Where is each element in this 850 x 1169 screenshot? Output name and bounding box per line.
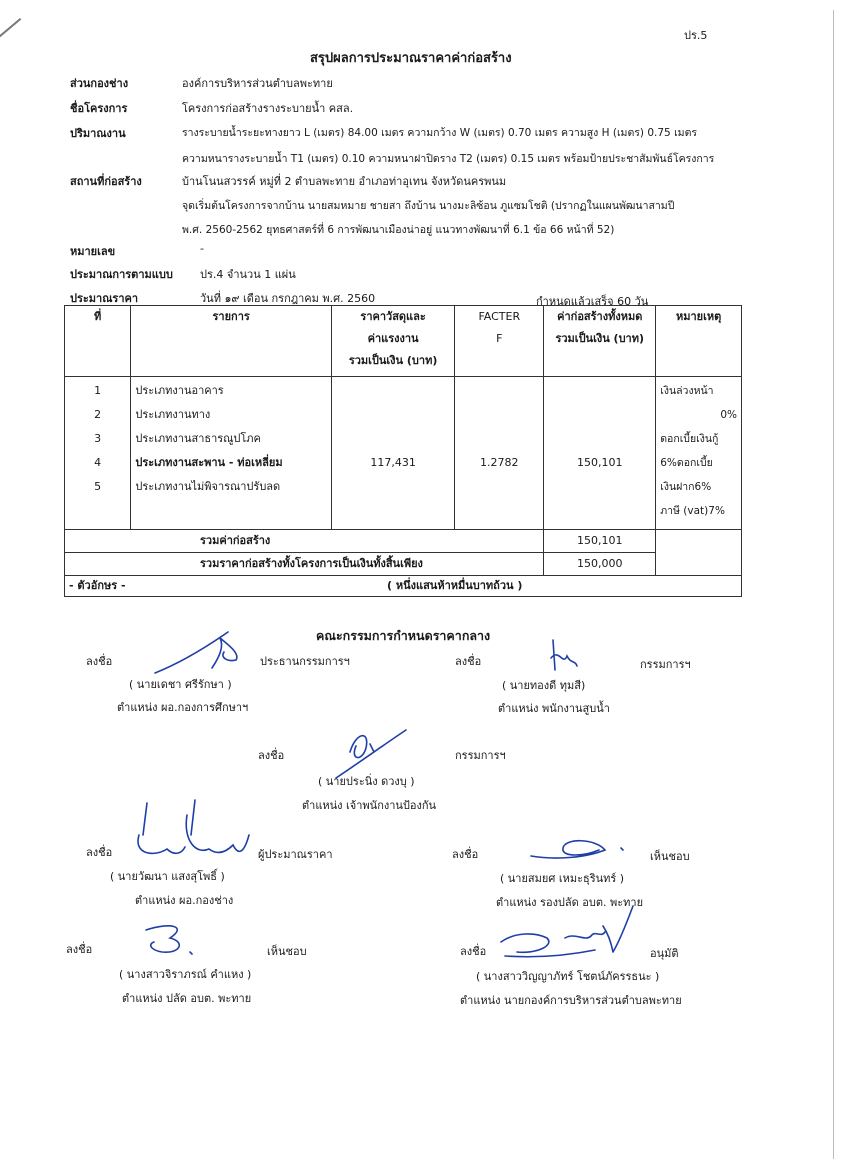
sign-label: ลงชื่อ: [86, 846, 113, 859]
text-amount-row: [65, 576, 742, 597]
col-material-header: ราคาวัสดุและ ค่าแรงงาน รวมเป็นเงิน (บาท): [331, 306, 454, 377]
col-item-header: รายการ: [131, 306, 332, 377]
committee-title: คณะกรรมการกำหนดราคากลาง: [316, 628, 491, 643]
number-value: -: [200, 242, 204, 255]
signatory-name-6: ( นางสาวจิราภรณ์ คำแหง ): [119, 968, 252, 981]
grand-total-row: [65, 553, 742, 576]
remark-line: 6%ดอกเบี้ย: [660, 457, 713, 469]
role-4: ผู้ประมาณราคา: [258, 848, 333, 861]
signature-6: [140, 920, 210, 960]
completion-days: กำหนดแล้วเสร็จ 60 วัน: [536, 295, 649, 308]
signatory-name-2: ( นายทองดี ทุมสี): [502, 679, 586, 692]
estimate-date: วันที่ ๑๙ เดือน กรกฎาคม พ.ศ. 2560: [200, 292, 376, 305]
total-cost: 150,101: [577, 456, 623, 469]
col-factor-header: FACTER F: [455, 306, 544, 377]
grand-total-label: รวมราคาก่อสร้างทั้งโครงการเป็นเงินทั้งสิ้นเพียง: [65, 553, 544, 576]
signatory-position-4: ตำแหน่ง ผอ.กองช่าง: [135, 894, 234, 907]
item-number: 1: [94, 384, 102, 397]
remark-line: เงินฝาก6%: [660, 481, 712, 493]
role-5: เห็นชอบ: [650, 850, 690, 863]
item-name: ประเภทงานทาง: [135, 408, 211, 421]
item-number: 5: [94, 480, 102, 493]
location-line2: จุดเริ่มต้นโครงการจากบ้าน นายสมหมาย ชายสา ถึงบ้าน นางมะลิซ้อน ภูแซมโชติ (ปรากฏในแผนพัฒนาสามปี: [182, 200, 675, 212]
text-amount-cell: [65, 576, 742, 597]
project-value: โครงการก่อสร้างรางระบายน้ำ คสล.: [182, 102, 354, 115]
remark-line: 0%: [720, 409, 737, 421]
role-7: อนุมัติ: [650, 947, 679, 960]
signatory-position-1: ตำแหน่ง ผอ.กองการศึกษาฯ: [117, 701, 249, 714]
design-label: ประมาณการตามแบบ: [70, 268, 173, 281]
item-name: ประเภทงานอาคาร: [135, 384, 224, 397]
location-label: สถานที่ก่อสร้าง: [70, 175, 142, 188]
text-amount-value: ( หนึ่งแสนห้าหมื่นบาทถ้วน ): [387, 579, 523, 592]
col-remark-header: หมายเหตุ: [656, 306, 742, 377]
page-edge: [833, 10, 834, 1159]
signatory-position-6: ตำแหน่ง ปลัด อบต. พะทาย: [122, 992, 252, 1005]
remark-line: เงินล่วงหน้า: [660, 385, 714, 397]
table-header-row: [65, 306, 742, 377]
sign-label: ลงชื่อ: [452, 848, 479, 861]
signatory-name-4: ( นายวัฒนา แสงสุโพธิ์ ): [110, 870, 225, 883]
estimate-label: ประมาณราคา: [70, 292, 139, 305]
sign-label: ลงชื่อ: [66, 943, 93, 956]
role-3: กรรมการฯ: [455, 749, 506, 762]
role-1: ประธานกรรมการฯ: [260, 655, 350, 668]
item-names: [131, 377, 332, 530]
grand-total-value: 150,000: [544, 553, 656, 576]
remark-blank: [656, 530, 742, 576]
signatory-name-3: ( นายประนิ่ง ดวงบุ ): [318, 775, 415, 788]
department-label: ส่วนกองช่าง: [70, 77, 129, 90]
material-cost: 117,431: [370, 456, 416, 469]
sign-label: ลงชื่อ: [258, 749, 285, 762]
location-line3: พ.ศ. 2560-2562 ยุทธศาสตร์ที่ 6 การพัฒนาเมืองน่าอยู่ แนวทางพัฒนาที่ 6.1 ข้อ 66 หน้าที่ 52): [182, 224, 615, 236]
sum-value: 150,101: [544, 530, 656, 553]
item-name: ประเภทงานไม่พิจารณาปรับลด: [135, 480, 281, 493]
factor-value: 1.2782: [480, 456, 519, 469]
item-number: 3: [94, 432, 102, 445]
role-6: เห็นชอบ: [267, 945, 307, 958]
sign-label: ลงชื่อ: [460, 945, 487, 958]
sign-label: ลงชื่อ: [455, 655, 482, 668]
quantity-line1: รางระบายน้ำระยะทางยาว L (เมตร) 84.00 เมตร ความกว้าง W (เมตร) 0.70 เมตร ความสูง H (เมตร) 0.75 เมตร: [182, 127, 698, 139]
remarks-cell: [656, 377, 742, 530]
signature-5: [525, 830, 635, 870]
page-title: สรุปผลการประมาณราคาค่าก่อสร้าง: [310, 51, 512, 66]
quantity-line2: ความหนารางระบายน้ำ T1 (เมตร) 0.10 ความหนาฝาปิดราง T2 (เมตร) 0.15 เมตร พร้อมป้ายประชาสัมพันธ์โครงการ: [182, 153, 715, 165]
estimate-table: [64, 305, 742, 597]
number-label: หมายเลข: [70, 245, 116, 258]
pen-mark: [0, 18, 21, 45]
item-number: 4: [94, 456, 102, 469]
item-name: ประเภทงานสะพาน - ท่อเหลี่ยม: [135, 456, 283, 469]
total-cost-cell: [544, 377, 656, 530]
location-line1: บ้านโนนสวรรค์ หมู่ที่ 2 ตำบลพะทาย อำเภอท่าอุเทน จังหวัดนครพนม: [182, 175, 507, 188]
table-body-row: [65, 377, 742, 530]
sum-row: [65, 530, 742, 553]
item-name: ประเภทงานสาธารณูปโภค: [135, 432, 261, 445]
design-value: ปร.4 จำนวน 1 แผ่น: [200, 268, 296, 281]
item-numbers: [65, 377, 131, 530]
remark-line: ภาษี (vat)7%: [660, 505, 725, 517]
material-cost-cell: [331, 377, 454, 530]
role-2: กรรมการฯ: [640, 658, 691, 671]
signature-2: [545, 636, 585, 676]
col-no-header: ที่: [65, 306, 131, 377]
sum-label: รวมค่าก่อสร้าง: [65, 530, 544, 553]
signatory-position-7: ตำแหน่ง นายกองค์การบริหารส่วนตำบลพะทาย: [460, 994, 682, 1007]
signature-4: [125, 795, 255, 875]
factor-cell: [455, 377, 544, 530]
remark-line: ดอกเบี้ยเงินกู้: [660, 433, 719, 445]
col-total-header: ค่าก่อสร้างทั้งหมด รวมเป็นเงิน (บาท): [544, 306, 656, 377]
signatory-position-2: ตำแหน่ง พนักงานสูบน้ำ: [498, 702, 610, 715]
quantity-label: ปริมาณงาน: [70, 127, 126, 140]
signatory-name-1: ( นายเดชา ศรีรักษา ): [129, 678, 232, 691]
signature-7: [495, 902, 645, 972]
item-number: 2: [94, 408, 102, 421]
signatory-position-3: ตำแหน่ง เจ้าพนักงานป้องกัน: [302, 799, 437, 812]
signatory-position-5: ตำแหน่ง รองปลัด อบต. พะทาย: [496, 896, 644, 909]
project-label: ชื่อโครงการ: [70, 102, 128, 115]
department-value: องค์การบริหารส่วนตำบลพะทาย: [182, 77, 333, 90]
sign-label: ลงชื่อ: [86, 655, 113, 668]
signatory-name-7: ( นางสาววิญญาภัทร์ โชตน์ภัครรธนะ ): [476, 970, 660, 983]
text-amount-label: - ตัวอักษร -: [69, 579, 126, 592]
signatory-name-5: ( นายสมยศ เหมะธุรินทร์ ): [500, 872, 625, 885]
form-code: ปร.5: [684, 29, 708, 42]
signature-1: [150, 628, 250, 678]
